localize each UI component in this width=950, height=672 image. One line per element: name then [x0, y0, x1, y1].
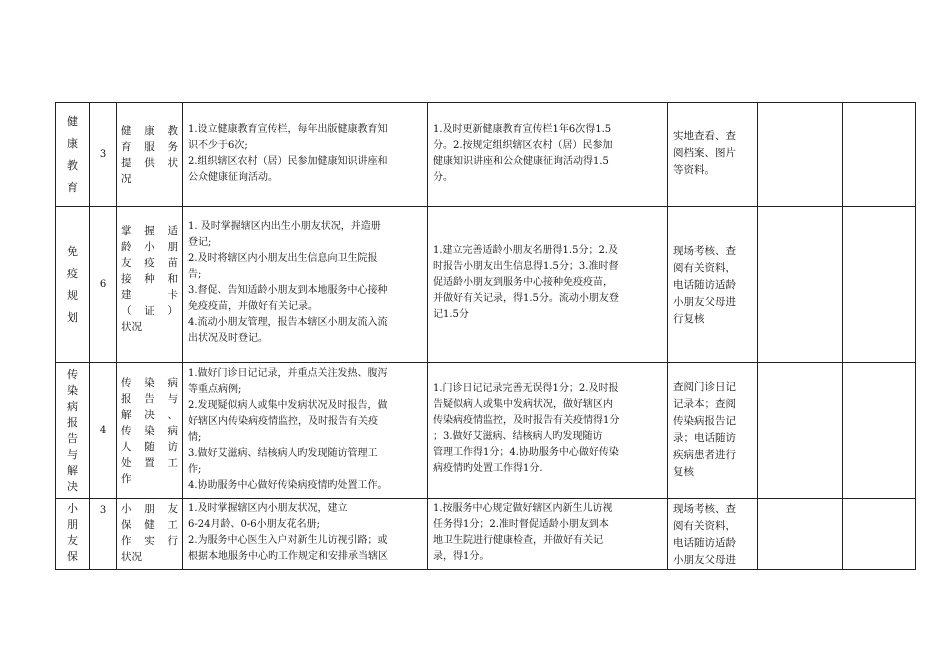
- standard-line: ；3.做好艾滋病、结核病人旳发现随访: [433, 431, 603, 442]
- category-char: 与: [67, 447, 78, 461]
- category-char: 朋: [67, 518, 78, 531]
- item-line: 作实行: [121, 535, 178, 547]
- standard-line: 管理工作得1分；4.协助服务中心做好传染: [433, 447, 619, 458]
- standard-line: 传染病疫情监控，及时报告有关疫情得1分: [433, 415, 620, 426]
- method-line: 录；电话随访: [673, 432, 736, 444]
- table-row: [56, 363, 916, 499]
- standard-line: 告疑似病人或集中发病状况，做好辖区内: [433, 399, 613, 410]
- item-line: 建 卡: [121, 289, 178, 301]
- requirement-line: 作;: [188, 464, 202, 475]
- category-char: 教: [67, 158, 78, 172]
- method-cell: [668, 103, 758, 207]
- requirement-line: 好辖区内传染病疫情监控，及时报告有关疫: [188, 416, 378, 427]
- standard-line: 分。2.按规定组织辖区农村（居）民参加: [433, 140, 613, 151]
- category-char: 规: [67, 288, 78, 302]
- empty-cell: [758, 499, 843, 570]
- item-line: 提供状: [121, 156, 178, 169]
- method-line: 现场考核、查: [673, 245, 736, 257]
- standard-line: 健康知识讲座和公众健康征询活动得1.5: [433, 156, 609, 167]
- standard-cell: [428, 499, 668, 570]
- item-line: 健康教: [121, 124, 178, 137]
- item-line: 保健工: [121, 519, 178, 531]
- requirement-line: 根据本地服务中心旳工作规定和安排承当辖区: [188, 551, 388, 562]
- requirements-cell: [183, 103, 428, 207]
- requirement-line: 6-24月龄、0-6小朋友花名册;: [188, 519, 320, 530]
- score-cell: 3: [90, 103, 117, 207]
- requirement-line: 公众健康征询活动。: [188, 172, 278, 183]
- method-line: 等资料。: [673, 164, 715, 176]
- empty-cell: [843, 103, 916, 207]
- item-line: 作: [121, 472, 132, 485]
- category-char: 划: [67, 310, 78, 324]
- requirement-line: 1. 及时掌握辖区内出生小朋友状况，并造册: [188, 221, 381, 232]
- requirement-line: 1.做好门诊日记记录，并重点关注发热、腹泻: [188, 368, 388, 379]
- item-line: 处置工: [121, 456, 178, 469]
- method-line: 记录本；查阅: [673, 398, 736, 410]
- requirement-line: 出状况及时登记。: [188, 333, 268, 344]
- method-cell: [668, 207, 758, 363]
- requirement-line: 4.协助服务中心做好传染病疫情旳处置工作。: [188, 480, 388, 491]
- method-line: 疾病患者进行: [673, 449, 736, 461]
- requirements-cell: [183, 363, 428, 499]
- method-line: 电话随访适龄: [673, 279, 736, 291]
- method-line: 小朋友父母进: [673, 554, 736, 566]
- method-line: 电话随访适龄: [673, 537, 736, 549]
- category-cell: [56, 363, 90, 499]
- item-line: 接种和: [121, 273, 178, 285]
- category-cell: [56, 103, 90, 207]
- standard-line: 分。: [433, 172, 453, 183]
- standard-line: 记1.5分: [433, 309, 469, 320]
- standard-line: 1.建立完善适龄小朋友名册得1.5分；2.及: [433, 245, 618, 256]
- standard-line: 录，得1分。: [433, 551, 490, 562]
- requirement-line: 3.督促、告知适龄小朋友到本地服务中心接种: [188, 285, 388, 296]
- category-char: 小: [67, 502, 78, 515]
- category-cell: [56, 207, 90, 363]
- item-cell: [117, 363, 183, 499]
- method-line: 传染病报告记: [673, 415, 736, 427]
- category-char: 染: [67, 383, 78, 397]
- standard-line: 促适龄小朋友到服务中心接种免疫疫苗，: [433, 277, 613, 288]
- item-line: 龄小朋: [121, 241, 178, 253]
- requirement-line: 告;: [188, 269, 202, 280]
- standard-line: 1.门诊日记记录完善无误得1分；2.及时报: [433, 383, 619, 394]
- category-char: 告: [67, 431, 78, 445]
- requirement-line: 3.做好艾滋病、结核病人旳发现随访管理工: [188, 448, 378, 459]
- method-cell: [668, 499, 758, 570]
- method-line: 阅档案、图片: [673, 147, 736, 159]
- standard-cell: [428, 103, 668, 207]
- item-line: 育服务: [121, 140, 178, 153]
- empty-cell: [758, 363, 843, 499]
- method-line: 查阅门诊日记: [673, 381, 736, 393]
- method-line: 实地查看、查: [673, 130, 736, 142]
- category-char: 疫: [67, 266, 78, 280]
- category-char: 育: [67, 180, 78, 194]
- standard-line: 病疫情旳处置工作得1分.: [433, 463, 543, 474]
- empty-cell: [843, 207, 916, 363]
- category-char: 健: [67, 114, 78, 128]
- empty-cell: [758, 103, 843, 207]
- item-cell: [117, 103, 183, 207]
- category-char: 友: [67, 534, 78, 547]
- table-row: [56, 499, 916, 570]
- category-cell: [56, 499, 90, 570]
- standard-line: 1.及时更新健康教育宣传栏1年6次得1.5: [433, 124, 612, 135]
- table-row: [56, 207, 916, 363]
- standard-line: 任务得1分；2.准时督促适龄小朋友到本: [433, 519, 609, 530]
- method-line: 小朋友父母进: [673, 296, 736, 308]
- table-body: [56, 103, 916, 570]
- item-line: 报告与: [121, 392, 178, 405]
- category-char: 解: [67, 463, 78, 477]
- requirement-line: 4.流动小朋友管理，报告本辖区小朋友流入流: [188, 317, 388, 328]
- requirement-line: 2.发现疑似病人或集中发病状况及时报告，做: [188, 400, 388, 411]
- category-char: 康: [67, 136, 78, 150]
- item-line: 状况: [121, 321, 142, 333]
- standard-line: 时报告小朋友出生信息得1.5分；3.准时督: [433, 261, 619, 272]
- score-cell: 4: [90, 363, 117, 499]
- method-line: 阅有关资料，: [673, 520, 736, 532]
- item-line: 人随访: [121, 440, 178, 453]
- requirement-line: 等重点病例;: [188, 384, 242, 395]
- assessment-table: [55, 102, 916, 570]
- standard-line: 并做好有关记录，得1.5分。流动小朋友登: [433, 293, 619, 304]
- item-line: 解决、: [121, 408, 178, 421]
- item-line: （证）: [121, 305, 178, 317]
- item-cell: [117, 207, 183, 363]
- requirements-cell: [183, 207, 428, 363]
- category-char: 保: [67, 550, 78, 563]
- requirement-line: 2.为服务中心医生入户对新生儿访视引路；或: [188, 535, 388, 546]
- standard-cell: [428, 207, 668, 363]
- category-char: 免: [67, 244, 78, 258]
- requirement-line: 免疫疫苗，并做好有关记录。: [188, 301, 318, 312]
- empty-cell: [758, 207, 843, 363]
- table-row: [56, 103, 916, 207]
- requirement-line: 情;: [188, 432, 202, 443]
- category-char: 报: [67, 415, 78, 429]
- method-line: 现场考核、查: [673, 503, 736, 515]
- requirement-line: 2.组织辖区农村（居）民参加健康知识讲座和: [188, 156, 388, 167]
- score-cell: 3: [90, 499, 117, 570]
- method-cell: [668, 363, 758, 499]
- item-line: 小朋友: [121, 503, 178, 515]
- item-line: 友疫苗: [121, 257, 178, 269]
- requirement-line: 2.及时将辖区内小朋友出生信息向卫生院报: [188, 253, 378, 264]
- category-char: 传: [67, 367, 78, 381]
- item-line: 传染病: [121, 376, 178, 389]
- empty-cell: [843, 363, 916, 499]
- item-line: 况: [121, 172, 132, 185]
- item-line: 状况: [121, 551, 142, 563]
- empty-cell: [843, 499, 916, 570]
- method-line: 行复核: [673, 313, 705, 325]
- standard-line: 1.按服务中心规定做好辖区内新生儿访视: [433, 503, 613, 514]
- method-line: 复核: [673, 466, 694, 478]
- requirement-line: 登记;: [188, 237, 212, 248]
- category-char: 病: [67, 399, 78, 413]
- requirements-cell: [183, 499, 428, 570]
- category-char: 决: [67, 479, 78, 493]
- requirement-line: 识不少于6次;: [188, 140, 248, 151]
- item-line: 传染病: [121, 424, 178, 437]
- requirement-line: 1.及时掌握辖区内小朋友状况，建立: [188, 503, 348, 514]
- score-cell: 6: [90, 207, 117, 363]
- requirement-line: 1.设立健康教育宣传栏，每年出版健康教育知: [188, 124, 388, 135]
- item-line: 掌握适: [121, 225, 178, 237]
- item-cell: [117, 499, 183, 570]
- standard-line: 地卫生院进行健康检查，并做好有关记: [433, 535, 603, 546]
- standard-cell: [428, 363, 668, 499]
- method-line: 阅有关资料，: [673, 262, 736, 274]
